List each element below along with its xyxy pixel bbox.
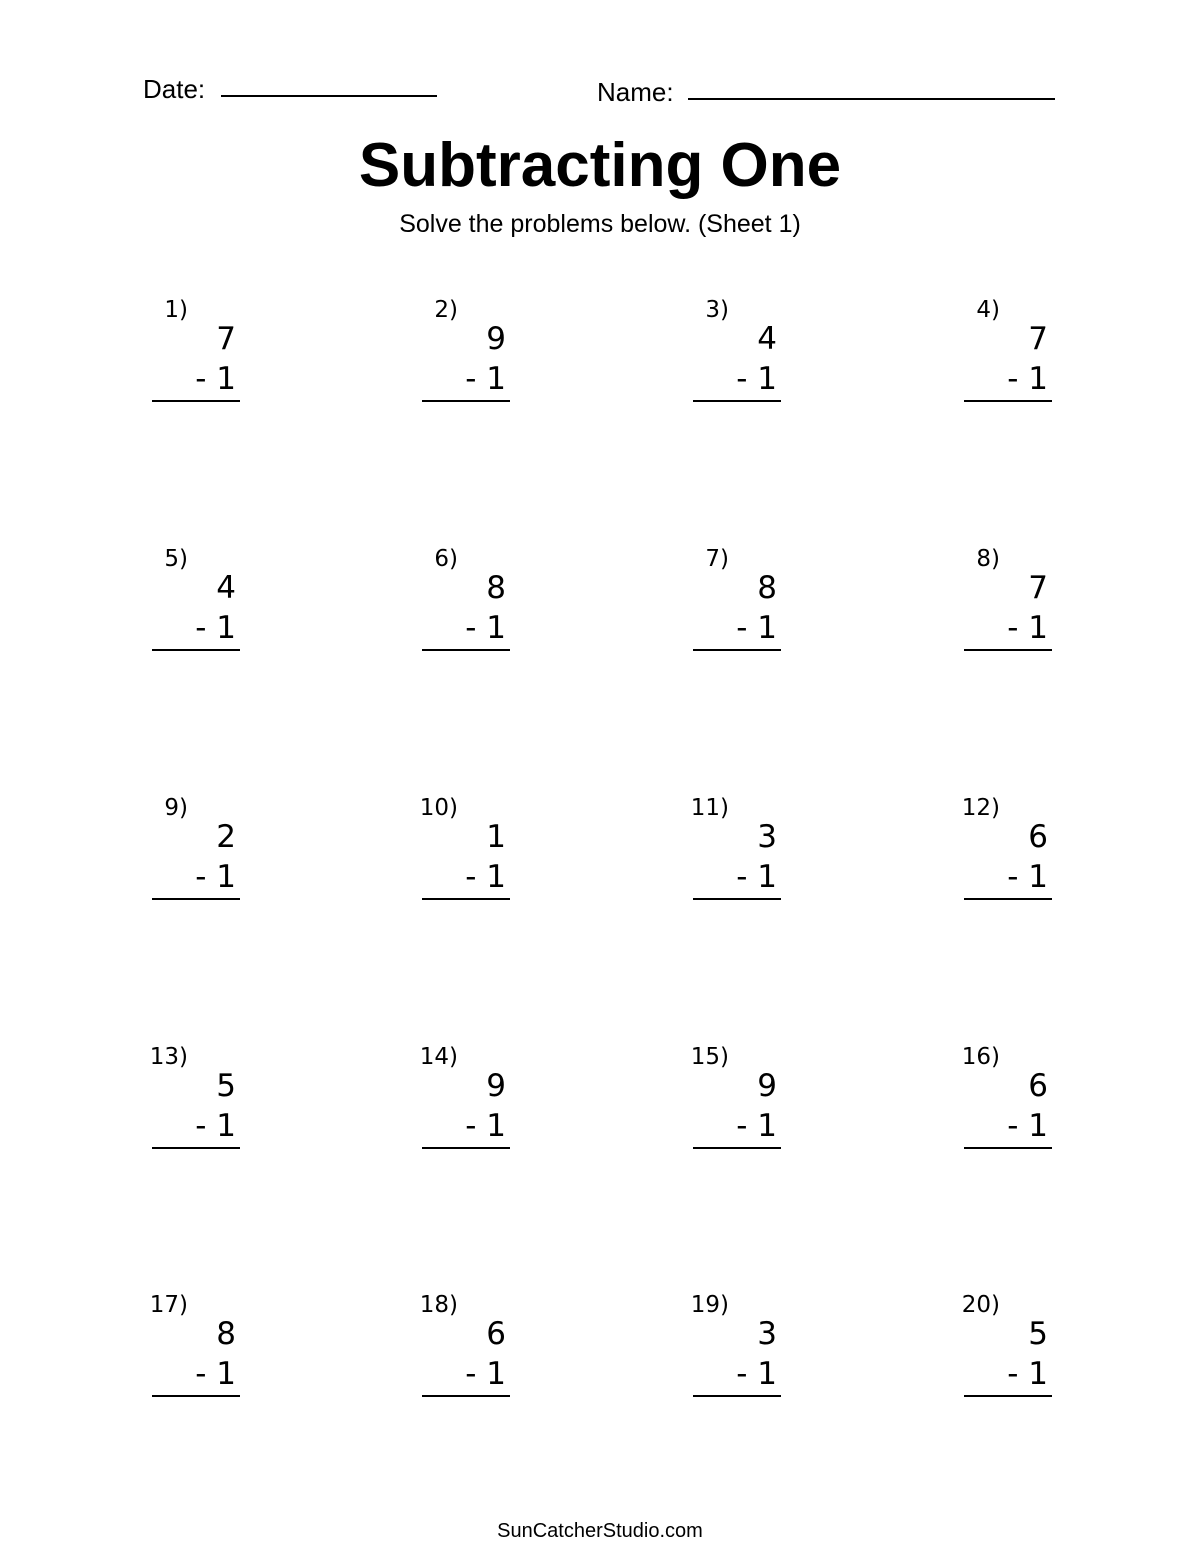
minuend: 8 — [216, 1316, 236, 1352]
subtrahend: - 1 — [736, 610, 777, 646]
subtrahend: - 1 — [736, 859, 777, 895]
answer-line[interactable] — [693, 400, 781, 402]
subtrahend: - 1 — [1007, 610, 1048, 646]
minuend: 6 — [1028, 1068, 1048, 1104]
problem — [671, 1044, 781, 1156]
answer-line[interactable] — [152, 649, 240, 651]
minuend: 8 — [486, 570, 506, 606]
minuend: 3 — [757, 1316, 777, 1352]
subtrahend: - 1 — [195, 610, 236, 646]
problem — [400, 546, 510, 658]
minuend: 5 — [216, 1068, 236, 1104]
name-label: Name: — [597, 77, 674, 107]
problem — [942, 1292, 1052, 1404]
problem — [942, 1044, 1052, 1156]
answer-line[interactable] — [964, 1147, 1052, 1149]
subtrahend: - 1 — [465, 859, 506, 895]
subtrahend: - 1 — [1007, 1356, 1048, 1392]
subtrahend: - 1 — [736, 1356, 777, 1392]
minuend: 3 — [757, 819, 777, 855]
problem-number: 16) — [961, 1044, 1000, 1070]
answer-line[interactable] — [152, 400, 240, 402]
answer-line[interactable] — [422, 649, 510, 651]
minuend: 9 — [486, 321, 506, 357]
problem — [671, 297, 781, 409]
problem-number: 18) — [419, 1292, 458, 1318]
subtrahend: - 1 — [736, 1108, 777, 1144]
problem — [942, 546, 1052, 658]
problem-number: 3) — [705, 297, 729, 323]
answer-line[interactable] — [693, 1147, 781, 1149]
subtrahend: - 1 — [195, 1356, 236, 1392]
problem — [130, 1292, 240, 1404]
problem — [400, 795, 510, 907]
subtrahend: - 1 — [736, 361, 777, 397]
answer-line[interactable] — [422, 898, 510, 900]
problem-number: 6) — [434, 546, 458, 572]
minuend: 6 — [1028, 819, 1048, 855]
answer-line[interactable] — [964, 898, 1052, 900]
name-answer-line[interactable] — [688, 98, 1055, 100]
problem — [671, 546, 781, 658]
problem-number: 10) — [419, 795, 458, 821]
subtrahend: - 1 — [1007, 859, 1048, 895]
answer-line[interactable] — [422, 400, 510, 402]
problem-number: 13) — [149, 1044, 188, 1070]
minuend: 8 — [757, 570, 777, 606]
subtrahend: - 1 — [195, 1108, 236, 1144]
problem-number: 20) — [961, 1292, 1000, 1318]
problem-number: 14) — [419, 1044, 458, 1070]
problem-number: 2) — [434, 297, 458, 323]
problem-number: 8) — [976, 546, 1000, 572]
minuend: 9 — [486, 1068, 506, 1104]
problem — [130, 1044, 240, 1156]
answer-line[interactable] — [693, 898, 781, 900]
problem — [130, 297, 240, 409]
subtrahend: - 1 — [465, 610, 506, 646]
minuend: 9 — [757, 1068, 777, 1104]
minuend: 4 — [757, 321, 777, 357]
problem-number: 11) — [690, 795, 729, 821]
minuend: 4 — [216, 570, 236, 606]
minuend: 5 — [1028, 1316, 1048, 1352]
problem — [671, 1292, 781, 1404]
subtrahend: - 1 — [195, 859, 236, 895]
problem — [400, 297, 510, 409]
answer-line[interactable] — [152, 898, 240, 900]
subtrahend: - 1 — [195, 361, 236, 397]
problem — [400, 1292, 510, 1404]
subtrahend: - 1 — [1007, 361, 1048, 397]
problem — [942, 795, 1052, 907]
problem-number: 12) — [961, 795, 1000, 821]
problem — [942, 297, 1052, 409]
problem — [671, 795, 781, 907]
answer-line[interactable] — [693, 649, 781, 651]
minuend: 7 — [1028, 321, 1048, 357]
date-answer-line[interactable] — [221, 95, 437, 97]
problem-number: 9) — [164, 795, 188, 821]
subtrahend: - 1 — [465, 1356, 506, 1392]
answer-line[interactable] — [422, 1395, 510, 1397]
subtrahend: - 1 — [465, 361, 506, 397]
answer-line[interactable] — [422, 1147, 510, 1149]
answer-line[interactable] — [152, 1147, 240, 1149]
problem-number: 15) — [690, 1044, 729, 1070]
problem — [130, 795, 240, 907]
minuend: 7 — [1028, 570, 1048, 606]
minuend: 6 — [486, 1316, 506, 1352]
problem-number: 19) — [690, 1292, 729, 1318]
problem-number: 5) — [164, 546, 188, 572]
answer-line[interactable] — [964, 1395, 1052, 1397]
answer-line[interactable] — [693, 1395, 781, 1397]
problem — [400, 1044, 510, 1156]
minuend: 7 — [216, 321, 236, 357]
date-label: Date: — [143, 74, 206, 104]
minuend: 2 — [216, 819, 236, 855]
answer-line[interactable] — [964, 400, 1052, 402]
page-subtitle: Solve the problems below. (Sheet 1) — [399, 210, 801, 238]
subtrahend: - 1 — [1007, 1108, 1048, 1144]
problem-number: 7) — [705, 546, 729, 572]
subtrahend: - 1 — [465, 1108, 506, 1144]
problem-number: 17) — [149, 1292, 188, 1318]
page-title: Subtracting One — [358, 131, 842, 200]
answer-line[interactable] — [964, 649, 1052, 651]
problem — [130, 546, 240, 658]
problem-number: 4) — [976, 297, 1000, 323]
problem-number: 1) — [164, 297, 188, 323]
site-footer: SunCatcherStudio.com — [497, 1520, 703, 1542]
answer-line[interactable] — [152, 1395, 240, 1397]
minuend: 1 — [486, 819, 506, 855]
